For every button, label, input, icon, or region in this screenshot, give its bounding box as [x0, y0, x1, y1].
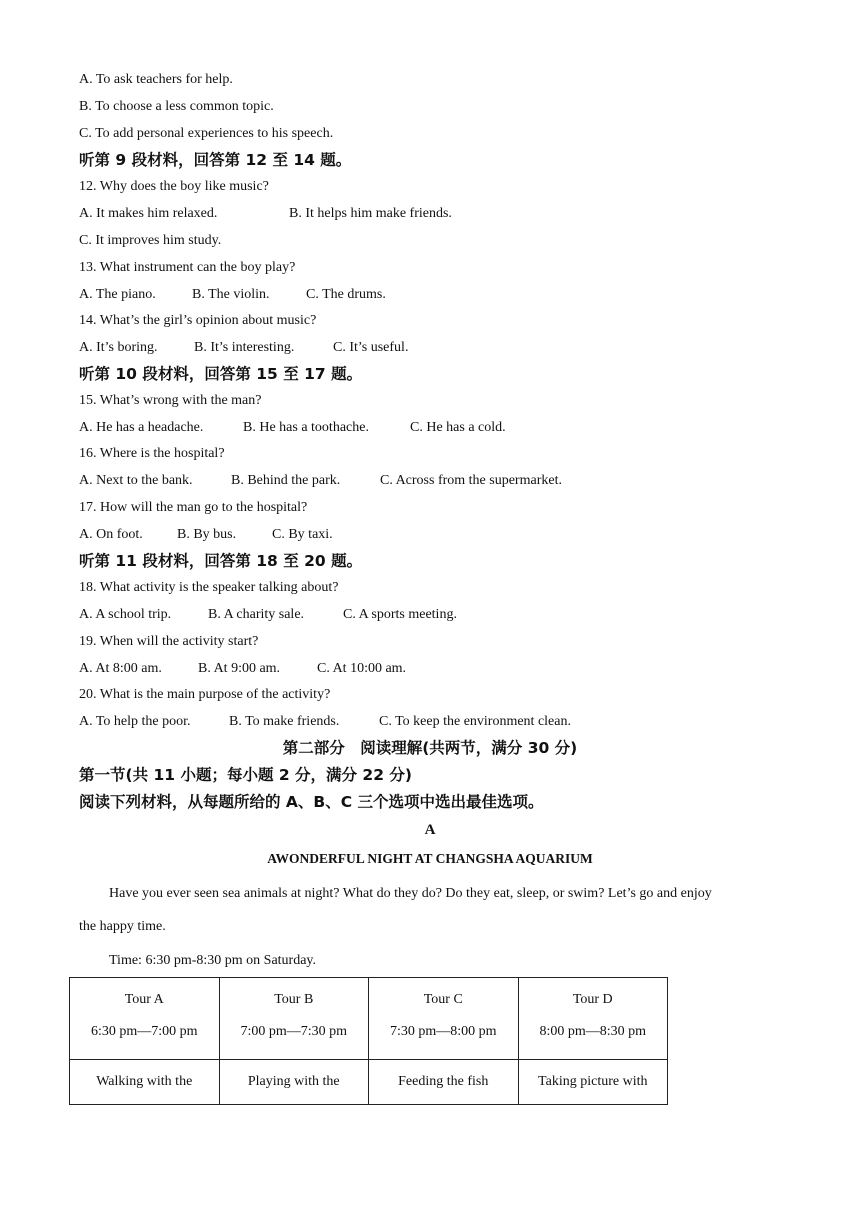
q15-option-c: C. He has a cold. [410, 420, 506, 435]
q14-option-c: C. It’s useful. [333, 340, 409, 355]
q19-option-a: A. At 8:00 am. [79, 661, 162, 676]
tour-name: Tour D [572, 992, 613, 1007]
passage-intro-line2: the happy time. [79, 919, 166, 934]
q12-option-c: C. It improves him study. [79, 233, 222, 248]
q19-option-c: C. At 10:00 am. [317, 661, 407, 676]
q18-stem: 18. What activity is the speaker talking about? [79, 580, 339, 595]
q15-stem: 15. What’s wrong with the man? [79, 393, 262, 408]
q18-option-a: A. A school trip. [79, 607, 172, 622]
q16-option-b: B. Behind the park. [231, 473, 341, 488]
part2-title: 第二部分 阅读理解(共两节，满分 30 分) [282, 739, 578, 757]
passage-title: AWONDERFUL NIGHT AT CHANGSHA AQUARIUM [267, 851, 593, 866]
q17-option-b: B. By bus. [177, 527, 237, 542]
section9-heading: 听第 9 段材料，回答第 12 至 14 题。 [79, 151, 352, 169]
tour-cell [219, 978, 369, 1060]
q11-option-b: B. To choose a less common topic. [79, 99, 274, 114]
q19-stem: 19. When will the activity start? [79, 634, 259, 649]
tour-time: 7:30 pm—8:00 pm [389, 1024, 497, 1039]
q14-option-b: B. It’s interesting. [194, 340, 295, 355]
section11-heading: 听第 11 段材料，回答第 18 至 20 题。 [79, 552, 363, 570]
q20-option-c: C. To keep the environment clean. [379, 714, 571, 729]
tour-name: Tour B [274, 992, 314, 1007]
passage-time: Time: 6:30 pm-8:30 pm on Saturday. [109, 953, 317, 968]
q20-option-a: A. To help the poor. [79, 714, 191, 729]
tour-time: 8:00 pm—8:30 pm [539, 1024, 647, 1039]
tour-cell [70, 978, 220, 1060]
tour-table [69, 977, 668, 1105]
tour-cell [369, 978, 519, 1060]
passage-letter: A [424, 822, 436, 838]
q11-option-a: A. To ask teachers for help. [79, 72, 233, 87]
part2-section1-heading: 第一节(共 11 小题；每小题 2 分，满分 22 分) [79, 766, 412, 784]
q17-option-c: C. By taxi. [272, 527, 333, 542]
tour-activity: Feeding the fish [369, 1060, 519, 1105]
q20-option-b: B. To make friends. [229, 714, 340, 729]
tour-activity: Playing with the [219, 1060, 369, 1105]
tour-header-row [70, 978, 668, 1060]
tour-name: Tour C [423, 992, 463, 1007]
q12-option-b: B. It helps him make friends. [289, 206, 452, 221]
q14-stem: 14. What’s the girl’s opinion about music? [79, 313, 317, 328]
q17-stem: 17. How will the man go to the hospital? [79, 500, 308, 515]
tour-activity: Taking picture with [518, 1060, 668, 1105]
q18-option-c: C. A sports meeting. [343, 607, 457, 622]
section10-heading: 听第 10 段材料，回答第 15 至 17 题。 [79, 365, 363, 383]
tour-time: 6:30 pm—7:00 pm [90, 1024, 198, 1039]
q15-option-a: A. He has a headache. [79, 420, 204, 435]
q13-option-b: B. The violin. [192, 287, 270, 302]
tour-activity: Walking with the [70, 1060, 220, 1105]
q19-option-b: B. At 9:00 am. [198, 661, 281, 676]
q16-stem: 16. Where is the hospital? [79, 446, 225, 461]
q16-option-a: A. Next to the bank. [79, 473, 193, 488]
q11-option-c: C. To add personal experiences to his speech. [79, 126, 334, 141]
q20-stem: 20. What is the main purpose of the activity? [79, 687, 331, 702]
q16-option-c: C. Across from the supermarket. [380, 473, 562, 488]
q18-option-b: B. A charity sale. [208, 607, 305, 622]
q17-option-a: A. On foot. [79, 527, 143, 542]
q13-option-c: C. The drums. [306, 287, 386, 302]
q13-stem: 13. What instrument can the boy play? [79, 260, 296, 275]
part2-instruction: 阅读下列材料，从每题所给的 A、B、C 三个选项中选出最佳选项。 [79, 793, 544, 811]
tour-activity-row [70, 1060, 668, 1105]
q13-option-a: A. The piano. [79, 287, 156, 302]
tour-time: 7:00 pm—7:30 pm [240, 1024, 348, 1039]
tour-cell [518, 978, 668, 1060]
tour-name: Tour A [124, 992, 164, 1007]
passage-intro-line1: Have you ever seen sea animals at night? What do they do? Do they eat, sleep, or swim? Let’s go and enjoy [109, 886, 712, 901]
q12-stem: 12. Why does the boy like music? [79, 179, 269, 194]
q15-option-b: B. He has a toothache. [243, 420, 369, 435]
q12-option-a: A. It makes him relaxed. [79, 206, 218, 221]
q14-option-a: A. It’s boring. [79, 340, 158, 355]
